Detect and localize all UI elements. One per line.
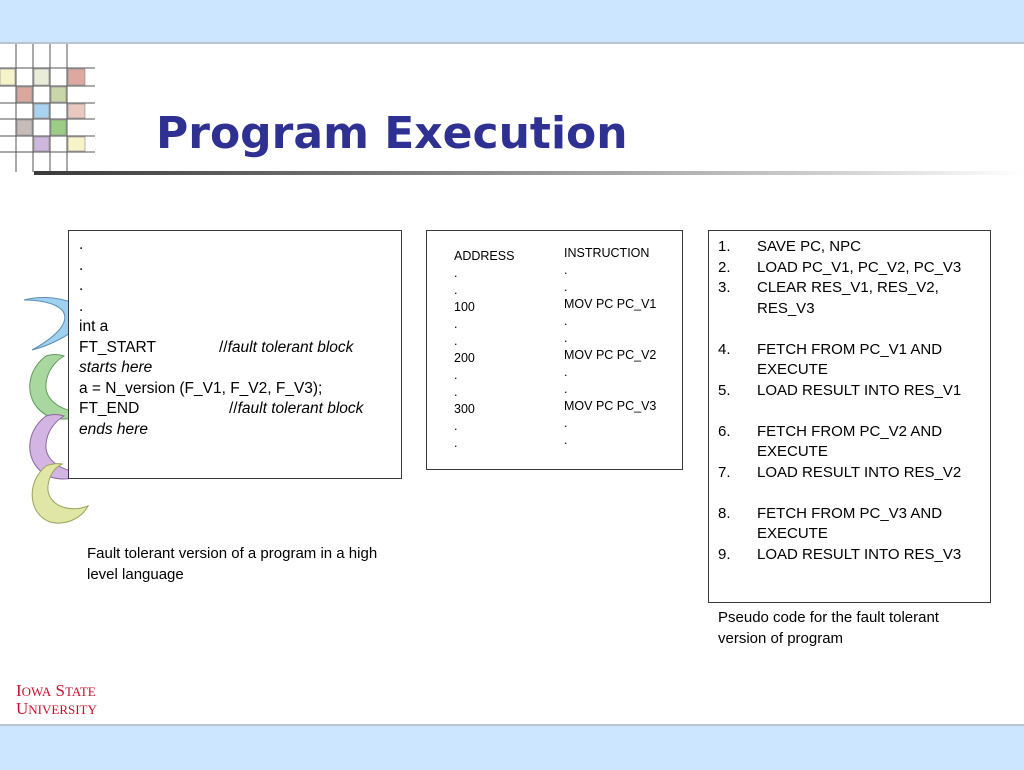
step-number: 1. <box>718 238 731 255</box>
university-logo <box>16 682 97 718</box>
step-text: FETCH FROM PC_V3 AND EXECUTE <box>757 504 943 542</box>
code-line <box>79 235 401 256</box>
instruction-cell: . <box>564 331 568 345</box>
code-box <box>68 230 402 479</box>
step-text: SAVE PC, NPC <box>757 238 861 255</box>
list-item <box>709 278 990 319</box>
code-line <box>79 297 401 318</box>
title-underline <box>34 171 1024 175</box>
code-line <box>79 399 401 420</box>
instruction-cell: MOV PC PC_V3 <box>564 399 657 413</box>
step-text: LOAD RESULT INTO RES_V3 <box>757 545 962 563</box>
step-number: 7. <box>718 463 731 481</box>
comment-text: fault tolerant block <box>227 338 354 356</box>
comment-prefix: // <box>229 400 238 417</box>
address-cell: 300 <box>454 402 475 416</box>
address-cell: . <box>454 283 458 297</box>
step-text: LOAD RESULT INTO RES_V2 <box>757 463 962 481</box>
instruction-column <box>564 245 656 449</box>
code-line <box>79 420 401 441</box>
code-text: . <box>79 256 84 274</box>
code-text: . <box>79 277 84 294</box>
list-item <box>709 463 990 484</box>
address-cell: . <box>454 385 458 399</box>
step-text: CLEAR RES_V1, RES_V2, RES_V3 <box>757 279 939 317</box>
bottom-band <box>0 724 1024 770</box>
instruction-cell: MOV PC PC_V2 <box>564 348 657 362</box>
code-line <box>79 317 401 338</box>
address-column <box>454 248 514 452</box>
step-number: 8. <box>718 504 731 522</box>
step-number: 3. <box>718 279 731 296</box>
step-number: 4. <box>718 340 731 358</box>
slide-title: Program Execution <box>156 108 628 159</box>
address-cell: . <box>454 436 458 450</box>
logo-line-2: UNIVERSITY <box>16 699 97 718</box>
code-line <box>79 358 401 379</box>
code-line <box>79 338 401 359</box>
code-comment <box>219 338 353 359</box>
address-cell: . <box>454 266 458 280</box>
instruction-cell: . <box>564 263 568 277</box>
address-cell: . <box>454 317 458 331</box>
step-number: 6. <box>718 422 731 440</box>
pseudo-code-box <box>708 230 991 603</box>
instruction-cell: . <box>564 280 568 294</box>
step-text: LOAD PC_V1, PC_V2, PC_V3 <box>757 258 962 276</box>
list-item <box>709 422 990 463</box>
code-line <box>79 379 401 400</box>
instruction-cell: . <box>564 314 568 328</box>
logo-line-1: IOWA STATE <box>16 681 96 700</box>
instruction-cell: MOV PC PC_V1 <box>564 297 657 311</box>
comment-text: starts here <box>79 359 153 376</box>
code-comment <box>229 399 363 420</box>
step-text: FETCH FROM PC_V1 AND EXECUTE <box>757 340 943 378</box>
address-header: ADDRESS <box>454 249 515 263</box>
step-number: 5. <box>718 381 731 399</box>
comment-prefix: // <box>219 338 228 356</box>
code-line <box>79 256 401 277</box>
code-text: int a <box>79 318 109 335</box>
list-item <box>709 545 990 566</box>
address-cell: 200 <box>454 351 475 365</box>
address-cell: . <box>454 334 458 348</box>
step-number: 9. <box>718 545 731 563</box>
list-item <box>709 381 990 402</box>
list-item <box>709 237 990 258</box>
code-text: . <box>79 236 84 253</box>
code-text: FT_END <box>79 400 140 417</box>
step-text: LOAD RESULT INTO RES_V1 <box>757 381 962 399</box>
decorative-grid <box>0 44 100 174</box>
code-text: a = N_version (F_V1, F_V2, F_V3); <box>79 379 323 397</box>
instruction-header: INSTRUCTION <box>564 246 650 260</box>
code-line <box>79 276 401 297</box>
code-caption: Fault tolerant version of a program in a high level language <box>87 545 378 583</box>
address-cell: . <box>454 419 458 433</box>
step-text: FETCH FROM PC_V2 AND EXECUTE <box>757 422 943 460</box>
instruction-cell: . <box>564 416 568 430</box>
list-item <box>709 340 990 381</box>
instruction-cell: . <box>564 382 568 396</box>
list-item <box>709 504 990 545</box>
instruction-cell: . <box>564 433 568 447</box>
memory-table <box>426 230 683 470</box>
code-text: FT_START <box>79 338 156 356</box>
pseudo-code-caption: Pseudo code for the fault tolerant version of program <box>718 609 939 647</box>
code-text: . <box>79 297 84 315</box>
instruction-cell: . <box>564 365 568 379</box>
comment-text: fault tolerant block <box>237 400 364 417</box>
address-cell: 100 <box>454 300 475 314</box>
step-number: 2. <box>718 258 731 276</box>
top-band <box>0 0 1024 44</box>
comment-text: ends here <box>79 420 148 438</box>
list-item <box>709 258 990 279</box>
address-cell: . <box>454 368 458 382</box>
pseudo-code-list <box>709 237 990 565</box>
